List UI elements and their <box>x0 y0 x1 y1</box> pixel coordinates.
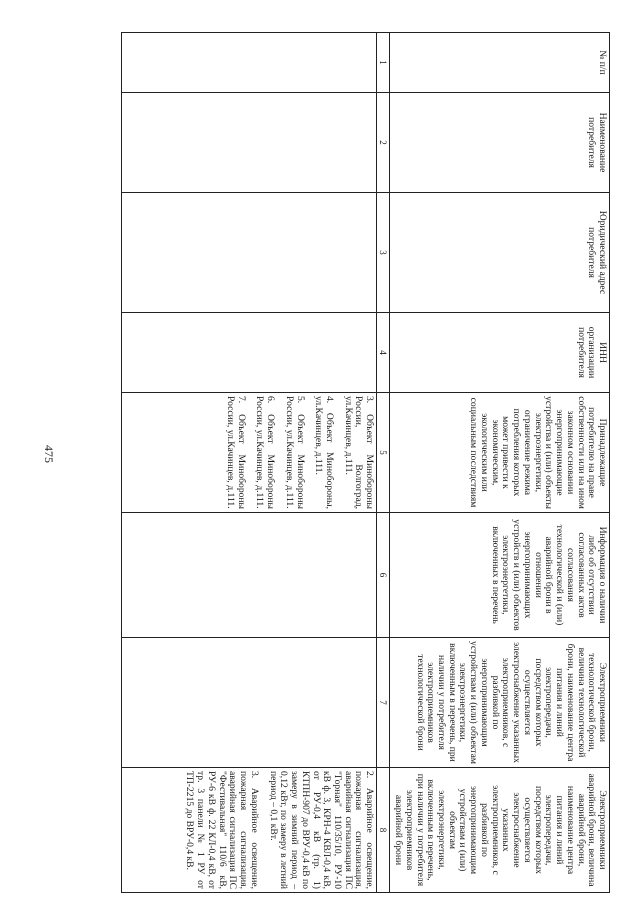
consumers-table <box>121 32 610 893</box>
table-cell <box>122 33 377 93</box>
emergency-item: 2. Аварийное освещение, пожарная сигнализация, аварийная сигнализация ПС "Горная" 110/35/10, РУ-10 кВ ф. 3, КРН-4 КВЛ-0,4 кВ, от РУ-0,4 кВ (тр. 1) КТПН-907 до ВРУ-0,4 кВ по замеру в зимний период – 0,12 кВт, по замеру в летний период – 0,1 кВт. <box>267 771 376 889</box>
rotated-table-container <box>82 32 610 892</box>
header-cell: Информация о наличии либо об отсутствии согласованных актов согласования технологической и (или) аварийной брони в отношении энергопринимающих устройств и (или) объектов электроэнергетики, включенных в перечень <box>390 513 610 638</box>
header-cell: № п/п <box>390 33 610 93</box>
object-item: 3. Объект Минобороны России, Волгоград, ул.Качинцев, д.111. <box>342 396 376 509</box>
column-number: 4 <box>377 313 390 393</box>
table-cell <box>122 638 377 768</box>
header-cell: Принадлежащие потребителю на праве собственности или на ином законном основании энергопринимающие устройства и (или) объекты электроэнергетики, ограничение режима потребления которых может привести к экономическим, экологическим или социальным последствиям <box>390 393 610 513</box>
table-cell <box>122 93 377 193</box>
table-row <box>122 33 377 893</box>
header-cell: Электроприемники технологической брони, величина технологической брони, наименование центра питания и линий электропередачи, посредством которых осуществляется электроснабжение указанных электроприемников, с разбивкой по энергопринимающим устройствам и (или) объектам электроэнергетики, включенным в перечень, при наличии у потребителя электроприемников технологической брони <box>390 638 610 768</box>
column-number: 2 <box>377 93 390 193</box>
column-number: 8 <box>377 768 390 893</box>
table-cell <box>122 513 377 638</box>
header-cell: Юридический адрес потребителя <box>390 193 610 313</box>
table-cell <box>122 313 377 393</box>
object-item: 4. Объект Минобороны, ул.Качинцев, д.111. <box>313 396 336 509</box>
object-item: 6. Объект Минобороны России, ул.Качинцев, д.111. <box>254 396 277 509</box>
header-row <box>390 33 610 893</box>
column-number: 1 <box>377 33 390 93</box>
object-item: 7. Объект Минобороны России, ул.Качинцев, д.111. <box>224 396 247 509</box>
column-number: 7 <box>377 638 390 768</box>
column-number: 5 <box>377 393 390 513</box>
column-number-row <box>377 33 390 893</box>
object-item: 5. Объект Минобороны России, ул.Качинцев, д.111. <box>283 396 306 509</box>
column-number: 3 <box>377 193 390 313</box>
column-number: 6 <box>377 513 390 638</box>
emergency-reserve-cell <box>122 768 377 893</box>
emergency-item: 3. Аварийное освещение, пожарная сигнализация, аварийная сигнализация ПС "Фестивальная" 110/6 кВ, РУ-6 кВ ф. 22 КЛ-0,4 кВ, от тр. 3 панели № 1 РУ от ТП-2215 до ВРУ-0,4 кВ. <box>184 771 260 889</box>
page-number: 475 <box>42 445 56 463</box>
objects-cell <box>122 393 377 513</box>
header-cell: Электроприемники аварийной брони, величина аварийной брони, наименование центра питания и линий электропередачи, посредством которых осуществляется электроснабжение указанных электроприемников, с разбивкой по энергопринимающим устройствам и (или) объектам электроэнергетики, включенным в перечень, при наличии у потребителя электроприемников аварийной брони <box>390 768 610 893</box>
header-cell: ИНН организации потребителя <box>390 313 610 393</box>
header-cell: Наименование потребителя <box>390 93 610 193</box>
table-cell <box>122 193 377 313</box>
